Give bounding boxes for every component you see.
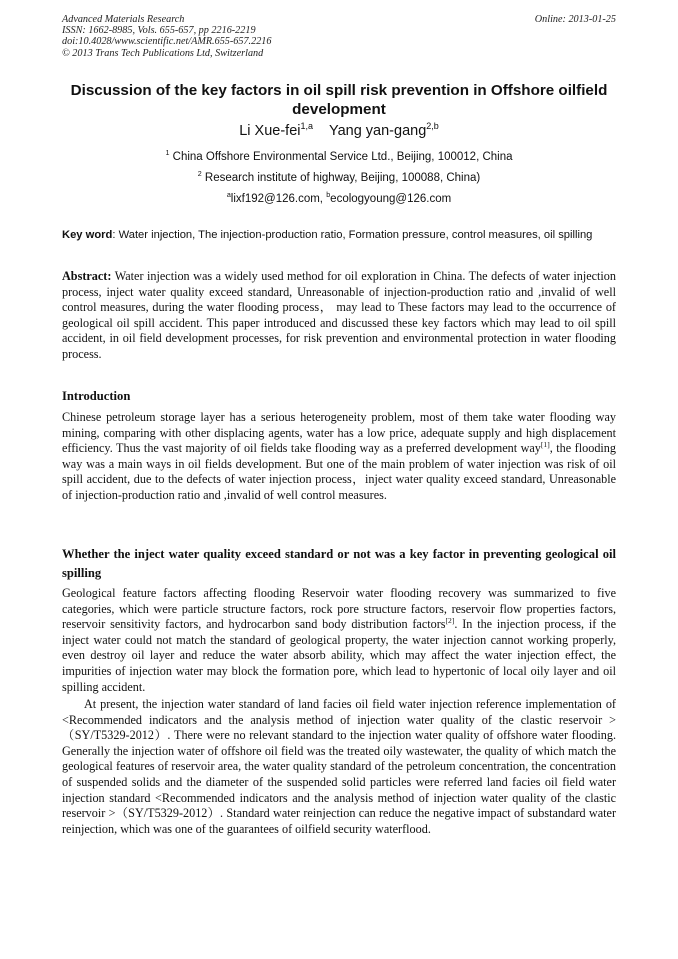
keywords-label: Key word [62, 229, 113, 241]
paragraph-text: Chinese petroleum storage layer has a serious heterogeneity problem, most of them take water flooding way mining, comparing with other displacing agents, water has a low price, adequate supply and high displacement efficiency. Thus the vast majority of oil fields take flooding way as a preferred development way [62, 410, 616, 456]
affiliation [62, 150, 616, 164]
abstract-text: Water injection was a widely used method for oil exploration in China. The defects of water injection process, inject water quality exceed standard, Unreasonable of injection-production ratio and ,invalid of well control measures, during the water flooding process， may lead to These factors may lead to the occurrence of geological oil spill accident. This paper introduced and discussed these key factors which may lead to oil spill accident, in oil field development processes, for risk prevention and environmental protection in water flooding process. [62, 269, 616, 361]
affiliation [62, 171, 616, 185]
citation-ref: [2] [445, 616, 455, 626]
author-list [62, 123, 616, 140]
section-paragraph [62, 586, 616, 695]
author-name: Yang yan-gang [328, 123, 427, 139]
paper-title: Discussion of the key factors in oil spill risk prevention in Offshore oilfield development [70, 82, 608, 118]
email-b: ecologyoung@126.com [330, 193, 452, 205]
citation-ref: [1] [540, 440, 550, 450]
paragraph-text: Geological feature factors affecting flooding Reservoir water flooding recovery was summarized to five categories, which were particle structure factors, rock pore structure factors, reservoir flow properties factors, reservoir sensitivity factors, and hydrocarbon sand body distribution factors [62, 586, 616, 632]
affiliation-sup: 2 [197, 170, 202, 179]
affiliation-text: Research institute of highway, Beijing, 100088, China) [204, 172, 481, 184]
abstract-label: Abstract: [62, 269, 112, 283]
journal-name: Advanced Materials Research [62, 14, 185, 25]
section-heading-water-quality: Whether the inject water quality exceed standard or not was a key factor in preventing geological oil spilling [62, 547, 616, 580]
abstract [62, 269, 616, 363]
keywords-text: : Water injection, The injection-production ratio, Formation pressure, control measures, oil spilling [112, 229, 593, 241]
author-emails [62, 192, 616, 206]
author-sup: 1,a [300, 121, 313, 132]
journal-copyright: © 2013 Trans Tech Publications Ltd, Switzerland [62, 47, 264, 59]
online-date: Online: 2013-01-25 [534, 14, 616, 25]
email-sup: b [326, 191, 331, 200]
section-heading-introduction: Introduction [62, 389, 131, 403]
journal-header [62, 14, 616, 59]
paragraph-text: , the flooding way was a main ways in oil fields development. But one of the main problem of water injection was risk of oil spill accident, due to the defects of water injection process，inject water quality exceed standard, Unreasonable of injection-production ratio and ,invalid of well control measures. [62, 441, 616, 502]
affiliation-text: China Offshore Environmental Service Ltd., Beijing, 100012, China [172, 151, 513, 163]
email-a: lixf192@126.com, [230, 193, 327, 205]
affiliation-sup: 1 [165, 149, 170, 158]
introduction-paragraph [62, 410, 616, 504]
journal-issn: ISSN: 1662-8985, Vols. 655-657, pp 2216-2219 [62, 25, 256, 37]
paragraph-text: . In the injection process, if the inject water could not match the standard of geological property, the water injection cannot working properly, even destroy oil layer and reduce the water absorb ability, which may affect the water injection effect, the impurities of injection water may block the formation pore, which lead to hypertonic of local oily layer and oil spilling accident. [62, 617, 616, 694]
author-sup: 2,b [426, 121, 439, 132]
email-sup: a [226, 191, 231, 200]
journal-doi: doi:10.4028/www.scientific.net/AMR.655-657.2216 [62, 36, 272, 48]
section-paragraph: At present, the injection water standard of land facies oil field water injection reference implementation of <Recommended indicators and the analysis method of injection water quality of the clastic reservoir >（SY/T5329-2012）. There were no relevant standard to the injection water quality of offshore water flooding. Generally the injection water of offshore oil field was the treated oily wastewater, the quality of which match the geological features of reservoir area, the water quality standard of the petroleum concentration, the concentration of suspended solids and the diameter of the suspended solid particles were referred land facies oil field water injection standard <Recommended indicators and the analysis method of injection water quality of the clastic reservoir >（SY/T5329-2012）. Standard water reinjection can reduce the negative impact of substandard water reinjection, which was one of the guarantees of oilfield security waterflood. [62, 697, 616, 836]
author-name: Li Xue-fei [239, 123, 301, 139]
keywords [62, 228, 616, 243]
